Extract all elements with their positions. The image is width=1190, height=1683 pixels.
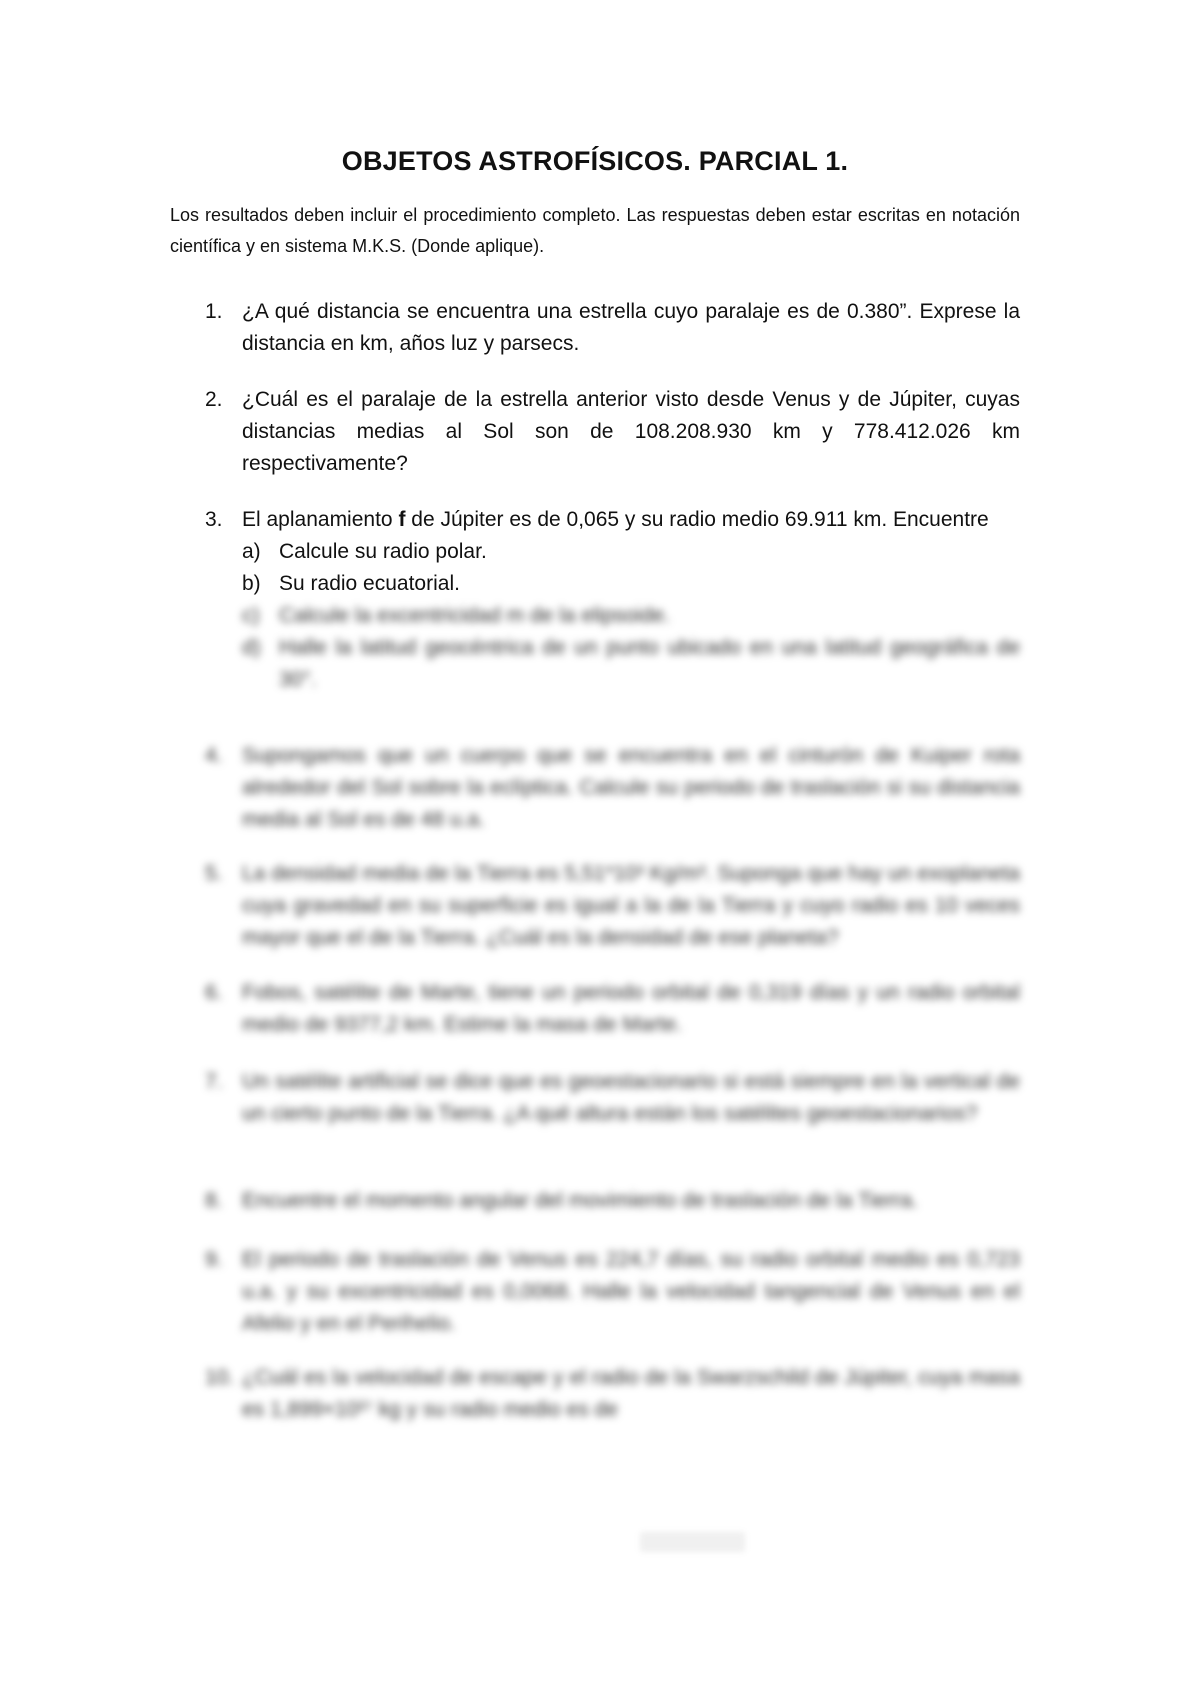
question-number: 2. xyxy=(205,388,223,411)
question-number: 10. xyxy=(205,1366,235,1389)
sub-item-d: d) Halle la latitud geocéntrica de un punto ubicado en una latitud geográfica de 30°. xyxy=(242,636,1020,691)
question-number: 6. xyxy=(205,981,223,1004)
question-text: El aplanamiento f de Júpiter es de 0,065 y su radio medio 69.911 km. Encuentre xyxy=(242,508,989,531)
question-text: Un satélite artificial se dice que es geoestacionario si está siempre en la vertical de un cierto punto de la Tierra. ¿A qué altura están los satélites geoestacionarios? xyxy=(242,1070,1020,1125)
sub-item-c: c) Calcule la excentricidad m de la elipsoide. xyxy=(242,604,671,627)
question-number: 1. xyxy=(205,300,223,323)
question-text: ¿A qué distancia se encuentra una estrella cuyo paralaje es de 0.380”. Exprese la distancia en km, años luz y parsecs. xyxy=(242,300,1020,355)
question-number: 4. xyxy=(205,744,223,767)
question-5 xyxy=(205,858,1020,954)
question-number: 3. xyxy=(205,508,223,531)
page-title: OBJETOS ASTROFÍSICOS. PARCIAL 1. xyxy=(341,146,849,176)
question-number: 8. xyxy=(205,1189,223,1212)
question-8 xyxy=(205,1185,1020,1217)
question-7 xyxy=(205,1066,1020,1130)
instructions-paragraph: Los resultados deben incluir el procedimiento completo. Las respuestas deben estar escritas en notación científica y en sistema M.K.S. (Donde aplique). xyxy=(170,205,1020,256)
question-2 xyxy=(205,384,1020,480)
sub-item-a: a) Calcule su radio polar. xyxy=(242,540,487,563)
question-6 xyxy=(205,977,1020,1041)
question-text: Supongamos que un cuerpo que se encuentra en el cinturón de Kuiper rota alrededor del Sol sobre la eclíptica. Calcule su periodo de traslación si su distancia media al Sol es de 48 u.a. xyxy=(242,744,1020,831)
question-number: 5. xyxy=(205,862,223,885)
question-number: 9. xyxy=(205,1248,223,1271)
sub-item-b: b) Su radio ecuatorial. xyxy=(242,572,460,595)
question-text: La densidad media de la Tierra es 5,51*10³ Kg/m³. Suponga que hay un exoplaneta cuya gravedad en su superficie es igual a la de la Tierra y cuyo radio es 10 veces mayor que el de la Tierra. ¿Cuál es la densidad de ese planeta? xyxy=(242,862,1020,949)
question-1 xyxy=(205,296,1020,360)
question-4 xyxy=(205,740,1020,836)
question-9 xyxy=(205,1244,1020,1340)
question-text: Fobos, satélite de Marte, tiene un periodo orbital de 0,319 días y un radio orbital medio de 9377,2 km. Estime la masa de Marte. xyxy=(242,981,1020,1036)
question-text: Encuentre el momento angular del movimiento de traslación de la Tierra. xyxy=(242,1189,918,1212)
question-number: 7. xyxy=(205,1070,223,1093)
question-text: ¿Cuál es la velocidad de escape y el radio de la Swarzschild de Júpiter, cuya masa es 1,899×10²⁷ kg y su radio medio es de xyxy=(242,1366,1020,1421)
question-10 xyxy=(205,1362,1020,1426)
redacted-box xyxy=(640,1532,745,1552)
question-3 xyxy=(205,504,1020,696)
bold-variable: f xyxy=(398,508,406,531)
question-text: ¿Cuál es el paralaje de la estrella anterior visto desde Venus y de Júpiter, cuyas distancias medias al Sol son de 108.208.930 km y 778.412.026 km respectivamente? xyxy=(242,388,1020,475)
question-text: El periodo de traslación de Venus es 224,7 días, su radio orbital medio es 0,723 u.a. y su excentricidad es 0,0068. Halle la velocidad tangencial de Venus en el Afelio y en el Perihelio. xyxy=(242,1248,1020,1335)
